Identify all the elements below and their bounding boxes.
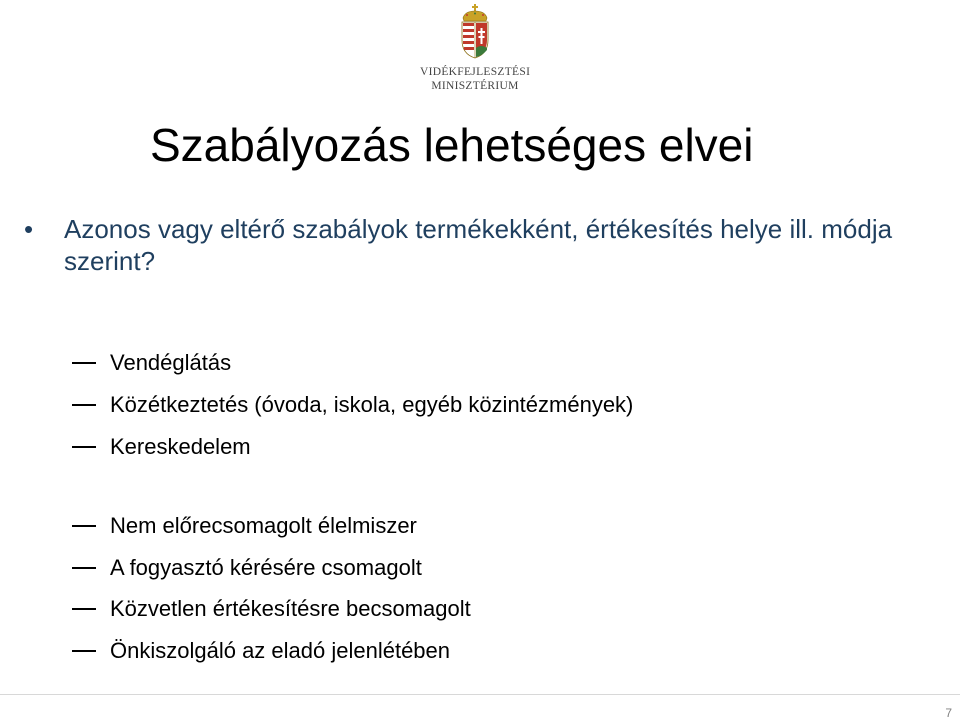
list-item xyxy=(72,512,872,554)
dash-icon xyxy=(72,362,96,364)
list-item xyxy=(72,349,872,391)
list-item xyxy=(72,554,872,596)
list-item-text: Önkiszolgáló az eladó jelenlétében xyxy=(110,637,451,663)
list-item-text: Közvetlen értékesítésre becsomagolt xyxy=(110,596,471,621)
venue-list xyxy=(72,349,872,475)
slide-title: Szabályozás lehetséges elvei xyxy=(150,119,754,171)
main-bullet-text: Azonos vagy eltérő szabályok termékekként, értékesítés helye ill. módja szerint? xyxy=(64,214,893,276)
ministry-logo xyxy=(420,4,530,94)
dash-icon xyxy=(72,446,96,448)
dash-icon xyxy=(72,608,96,610)
coat-of-arms-icon xyxy=(458,4,492,60)
list-item-text: Nem előrecsomagolt élelmiszer xyxy=(110,513,417,538)
list-item xyxy=(72,433,872,475)
list-item xyxy=(72,595,872,637)
logo-text-line1: VIDÉKFEJLESZTÉSI xyxy=(420,66,531,78)
bullet-icon: • xyxy=(24,214,34,244)
dash-icon xyxy=(72,567,96,569)
dash-icon xyxy=(72,525,96,527)
list-item-text: Közétkeztetés (óvoda, iskola, egyéb közintézmények) xyxy=(110,392,634,417)
packaging-list xyxy=(72,512,872,678)
dash-icon xyxy=(72,404,96,406)
list-item-text: Kereskedelem xyxy=(110,434,251,459)
dash-icon xyxy=(72,650,96,652)
list-item-text: Vendéglátás xyxy=(110,350,232,375)
list-item-text: A fogyasztó kérésére csomagolt xyxy=(110,554,422,580)
list-item xyxy=(72,637,872,679)
list-item xyxy=(72,391,872,433)
footer-divider xyxy=(0,694,960,695)
slide-number: 7 xyxy=(945,706,952,720)
logo-text-line2: MINISZTÉRIUM xyxy=(431,80,519,92)
